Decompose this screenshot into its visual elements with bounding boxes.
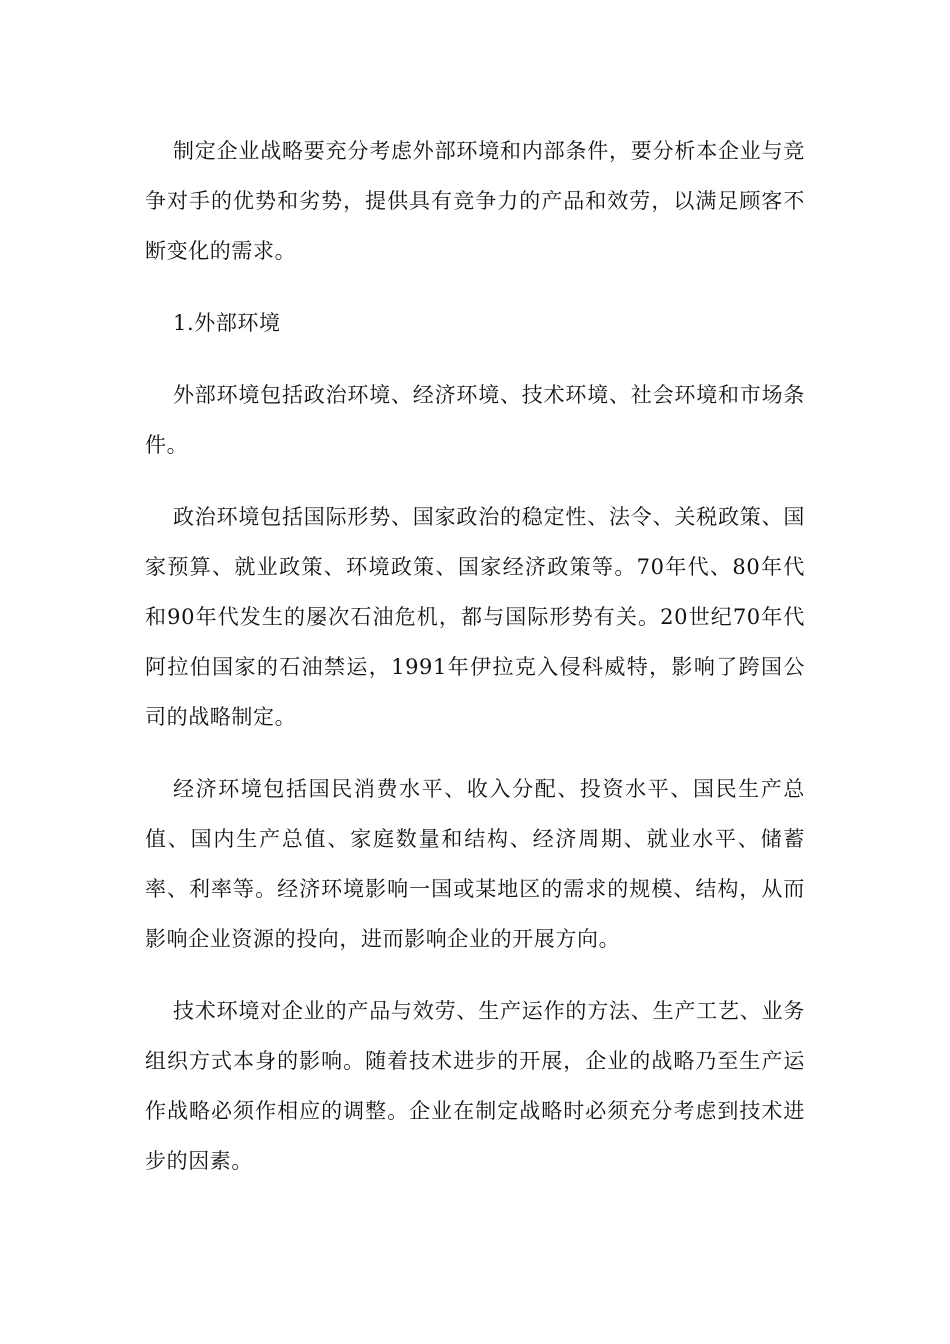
paragraph-economic-environment: 经济环境包括国民消费水平、收入分配、投资水平、国民生产总值、国内生产总值、家庭数量和结构、经济周期、就业水平、储蓄率、利率等。经济环境影响一国或某地区的需求的规模、结构，从而影响企业资源的投向，进而影响企业的开展方向。	[145, 777, 805, 951]
paragraph-political-environment: 政治环境包括国际形势、国家政治的稳定性、法令、关税政策、国家预算、就业政策、环境政策、国家经济政策等。70年代、80年代和90年代发生的屡次石油危机，都与国际形势有关。20世纪70年代阿拉伯国家的石油禁运，1991年伊拉克入侵科威特，影响了跨国公司的战略制定。	[145, 505, 805, 729]
section-heading-external-environment: 1.外部环境	[173, 311, 281, 335]
paragraph-external-environment: 外部环境包括政治环境、经济环境、技术环境、社会环境和市场条件。	[145, 383, 805, 457]
paragraph-technical-environment: 技术环境对企业的产品与效劳、生产运作的方法、生产工艺、业务组织方式本身的影响。随着技术进步的开展，企业的战略乃至生产运作战略必须作相应的调整。企业在制定战略时必须充分考虑到技术进步的因素。	[145, 999, 805, 1173]
paragraph-intro: 制定企业战略要充分考虑外部环境和内部条件，要分析本企业与竞争对手的优势和劣势，提供具有竞争力的产品和效劳，以满足顾客不断变化的需求。	[145, 139, 805, 263]
document-body	[145, 126, 805, 1208]
